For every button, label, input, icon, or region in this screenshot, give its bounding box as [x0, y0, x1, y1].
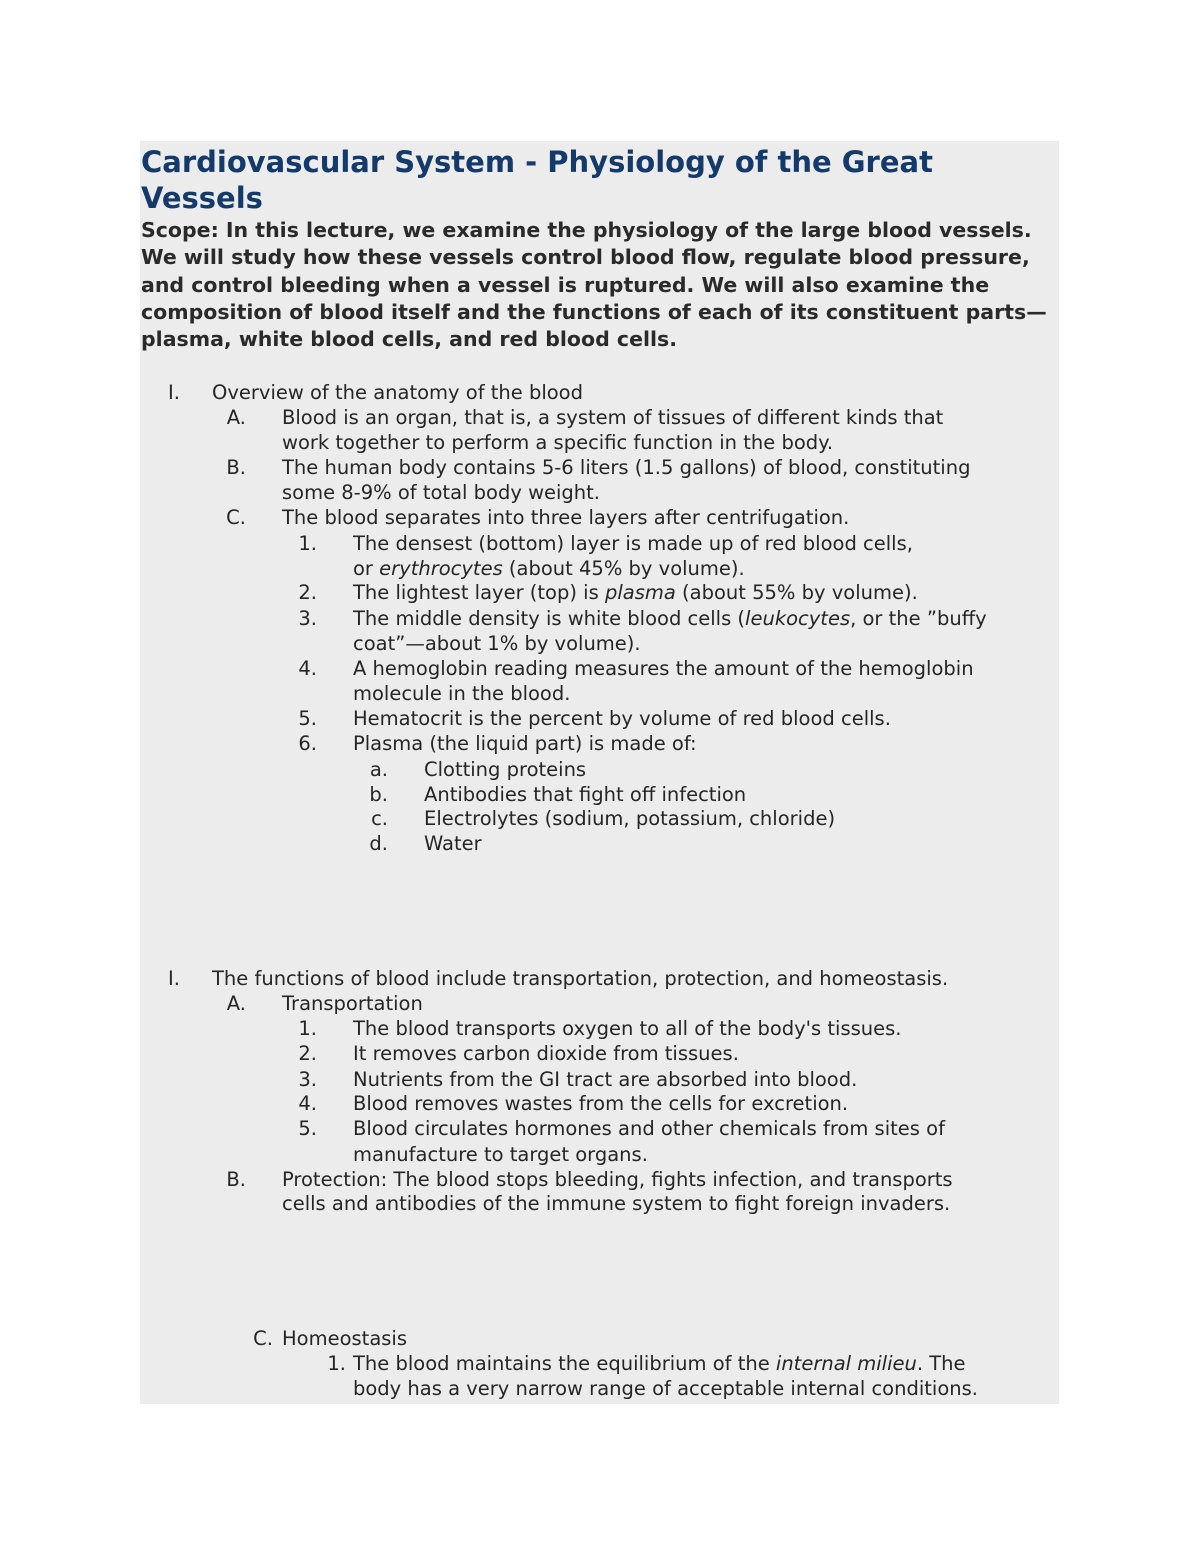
homeostasis-1-post: . The: [916, 1352, 966, 1375]
layer-3-term: leukocytes: [745, 607, 851, 630]
layer-3-post: , or the ”buffy: [850, 607, 987, 630]
transport-label: Transportation: [282, 992, 423, 1015]
layer-5-line1: Hematocrit is the percent by volume of red blood cells.: [353, 707, 891, 730]
layer-6-line1: Plasma (the liquid part) is made of:: [353, 732, 697, 755]
layer-1-term: erythrocytes: [379, 557, 503, 580]
plasma-b-marker: b.: [369, 783, 388, 806]
layer-2-marker: 2.: [298, 581, 317, 604]
scope-paragraph: [141, 217, 1056, 353]
homeostasis-1-line2: body has a very narrow range of acceptable internal conditions.: [353, 1377, 978, 1400]
transport-3-marker: 3.: [298, 1068, 317, 1091]
layer-2-post: (about 55% by volume).: [675, 581, 918, 604]
layer-3-marker: 3.: [298, 607, 317, 630]
item-A-marker: A.: [226, 406, 246, 429]
transport-2-marker: 2.: [298, 1042, 317, 1065]
transport-4-marker: 4.: [298, 1092, 317, 1115]
layer-1-line2: [353, 556, 745, 581]
layer-1-line2-pre: or: [353, 557, 380, 580]
scope-label: Scope:: [141, 218, 219, 242]
protection-marker: B.: [226, 1168, 246, 1191]
layer-1-marker: 1.: [298, 532, 317, 555]
plasma-a-text: Clotting proteins: [424, 758, 587, 781]
section-2-marker: I.: [168, 967, 180, 990]
layer-1-line1: The densest (bottom) layer is made up of red blood cells,: [353, 532, 913, 555]
item-A-line1: Blood is an organ, that is, a system of tissues of different kinds that: [282, 406, 944, 429]
layer-4-marker: 4.: [298, 657, 317, 680]
section-1-marker: I.: [168, 381, 180, 404]
homeostasis-marker: C.: [253, 1327, 273, 1350]
homeostasis-label: Homeostasis: [282, 1327, 408, 1350]
layer-3-line1: [353, 606, 987, 631]
plasma-a-marker: a.: [369, 758, 388, 781]
transport-marker: A.: [226, 992, 246, 1015]
item-C-line1: The blood separates into three layers after centrifugation.: [282, 506, 850, 529]
homeostasis-1-marker: 1.: [327, 1352, 346, 1375]
plasma-d-text: Water: [424, 832, 482, 855]
item-C-marker: C.: [226, 506, 246, 529]
transport-4-text: Blood removes wastes from the cells for excretion.: [353, 1092, 849, 1115]
item-B-line2: some 8-9% of total body weight.: [282, 481, 601, 504]
layer-2-line1: [353, 580, 918, 605]
layer-6-marker: 6.: [298, 732, 317, 755]
layer-2-pre: The lightest layer (top) is: [353, 581, 605, 604]
transport-5-line2: manufacture to target organs.: [353, 1143, 648, 1166]
section-1-heading: Overview of the anatomy of the blood: [212, 381, 583, 404]
layer-3-line2: coat”—about 1% by volume).: [353, 632, 641, 655]
homeostasis-1-pre: The blood maintains the equilibrium of the: [353, 1352, 776, 1375]
item-B-line1: The human body contains 5-6 liters (1.5 gallons) of blood, constituting: [282, 456, 971, 479]
document-title: Cardiovascular System - Physiology of the Great Vessels: [141, 145, 933, 215]
plasma-c-text: Electrolytes (sodium, potassium, chloride): [424, 807, 836, 830]
protection-line1: Protection: The blood stops bleeding, fights infection, and transports: [282, 1168, 953, 1191]
plasma-c-marker: c.: [371, 807, 388, 830]
protection-line2: cells and antibodies of the immune system to fight foreign invaders.: [282, 1192, 951, 1215]
layer-5-marker: 5.: [298, 707, 317, 730]
plasma-d-marker: d.: [369, 832, 388, 855]
transport-5-marker: 5.: [298, 1117, 317, 1140]
section-2-heading: The functions of blood include transportation, protection, and homeostasis.: [212, 967, 949, 990]
transport-1-marker: 1.: [298, 1017, 317, 1040]
scope-text: In this lecture, we examine the physiology of the large blood vessels. We will study how these vessels control blood flow, regulate blood pressure, and control bleeding when a vessel is ruptured. We will also examine the composition of blood itself and the functions of each of its constituent parts—plasma, white blood cells, and red blood cells.: [141, 218, 1047, 352]
homeostasis-1-term: internal milieu: [775, 1352, 917, 1375]
document-page: [140, 141, 1059, 1404]
layer-4-line2: molecule in the blood.: [353, 682, 571, 705]
plasma-b-text: Antibodies that fight off infection: [424, 783, 747, 806]
transport-5-line1: Blood circulates hormones and other chemicals from sites of: [353, 1117, 945, 1140]
transport-2-text: It removes carbon dioxide from tissues.: [353, 1042, 739, 1065]
layer-1-line2-post: (about 45% by volume).: [502, 557, 745, 580]
layer-4-line1: A hemoglobin reading measures the amount of the hemoglobin: [353, 657, 974, 680]
layer-3-pre: The middle density is white blood cells (: [353, 607, 746, 630]
transport-1-text: The blood transports oxygen to all of the body's tissues.: [353, 1017, 902, 1040]
item-A-line2: work together to perform a specific function in the body.: [282, 431, 834, 454]
transport-3-text: Nutrients from the GI tract are absorbed into blood.: [353, 1068, 858, 1091]
homeostasis-1-line1: [353, 1351, 966, 1376]
layer-2-term: plasma: [604, 581, 676, 604]
item-B-marker: B.: [226, 456, 246, 479]
